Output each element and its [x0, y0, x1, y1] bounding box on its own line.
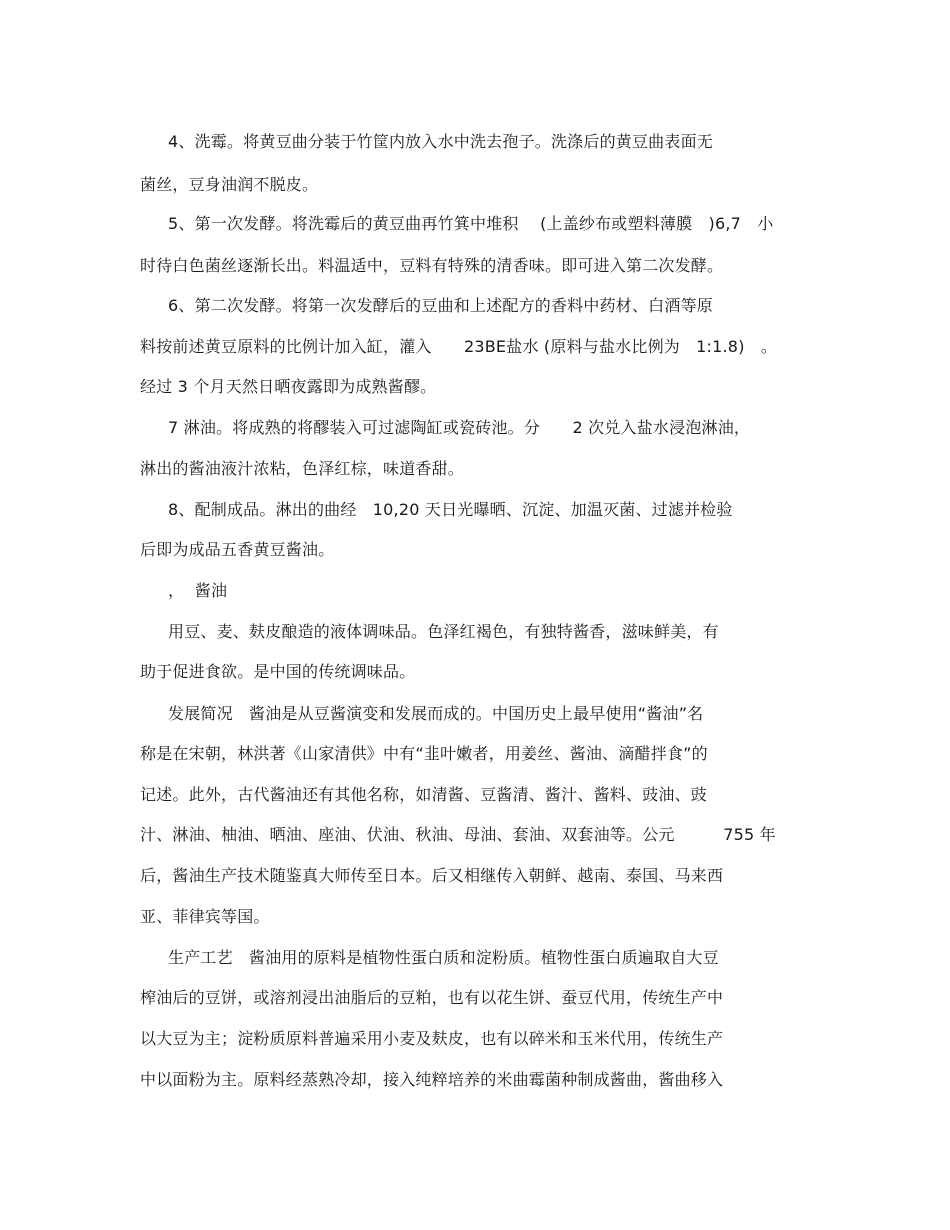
text-line: 汁、淋油、柚油、晒油、座油、伏油、秋油、母油、套油、双套油等。公元 755 年 — [140, 825, 776, 844]
text-line: 8、配制成品。淋出的曲经 10,20 天日光曝晒、沉淀、加温灭菌、过滤并检验 — [168, 500, 733, 519]
text-line: 中以面粉为主。原料经蒸熟冷却，接入纯粹培养的米曲霉菌种制成酱曲，酱曲移入 — [140, 1070, 724, 1089]
text-line: 亚、菲律宾等国。 — [140, 907, 270, 926]
text-line: 以大豆为主；淀粉质原料普遍采用小麦及麸皮，也有以碎米和玉米代用，传统生产 — [140, 1029, 724, 1048]
text-line: 后，酱油生产技术随鉴真大师传至日本。后又相继传入朝鲜、越南、泰国、马来西 — [140, 866, 724, 885]
text-line: 助于促进食欲。是中国的传统调味品。 — [140, 662, 416, 681]
text-line: 生产工艺 酱油用的原料是植物性蛋白质和淀粉质。植物性蛋白质遍取自大豆 — [168, 948, 719, 967]
text-line: 6、第二次发酵。将第一次发酵后的豆曲和上述配方的香料中药材、白酒等原 — [168, 296, 713, 315]
text-line: 料按前述黄豆原料的比例计加入缸，灌入 23BE盐水 (原料与盐水比例为 1:1.8) 。 — [140, 337, 778, 356]
text-line: 7 淋油。将成熟的将醪装入可过滤陶缸或瓷砖池。分 2 次兑入盐水浸泡淋油， — [168, 418, 751, 437]
text-line: 菌丝，豆身油润不脱皮。 — [140, 175, 319, 194]
text-line: 用豆、麦、麸皮酿造的液体调味品。色泽红褐色，有独特酱香，滋味鲜美，有 — [168, 622, 719, 641]
text-line: 4、洗霉。将黄豆曲分装于竹筐内放入水中洗去孢子。洗涤后的黄豆曲表面无 — [168, 132, 713, 151]
text-line: 发展简况 酱油是从豆酱演变和发展而成的。中国历史上最早使用“酱油”名 — [168, 704, 704, 723]
text-line: 称是在宋朝，林洪著《山家清供》中有“韭叶嫩者，用姜丝、酱油、滴醋拌食”的 — [140, 744, 708, 763]
text-line: 后即为成品五香黄豆酱油。 — [140, 540, 335, 559]
text-line: 5、第一次发酵。将洗霉后的黄豆曲再竹箕中堆积 (上盖纱布或塑料薄膜 )6,7 小 — [168, 214, 774, 233]
text-line: 经过 3 个月天然日晒夜露即为成熟酱醪。 — [140, 377, 437, 396]
text-line: 榨油后的豆饼，或溶剂浸出油脂后的豆粕，也有以花生饼、蚕豆代用，传统生产中 — [140, 988, 724, 1007]
text-line: 淋出的酱油液汁浓粘，色泽红棕，味道香甜。 — [140, 459, 465, 478]
section-heading: ， 酱油 — [168, 581, 228, 600]
text-line: 时待白色菌丝逐渐长出。料温适中，豆料有特殊的清香味。即可进入第二次发酵。 — [140, 256, 724, 275]
text-line: 记述。此外，古代酱油还有其他名称，如清酱、豆酱清、酱汁、酱料、豉油、豉 — [140, 785, 708, 804]
